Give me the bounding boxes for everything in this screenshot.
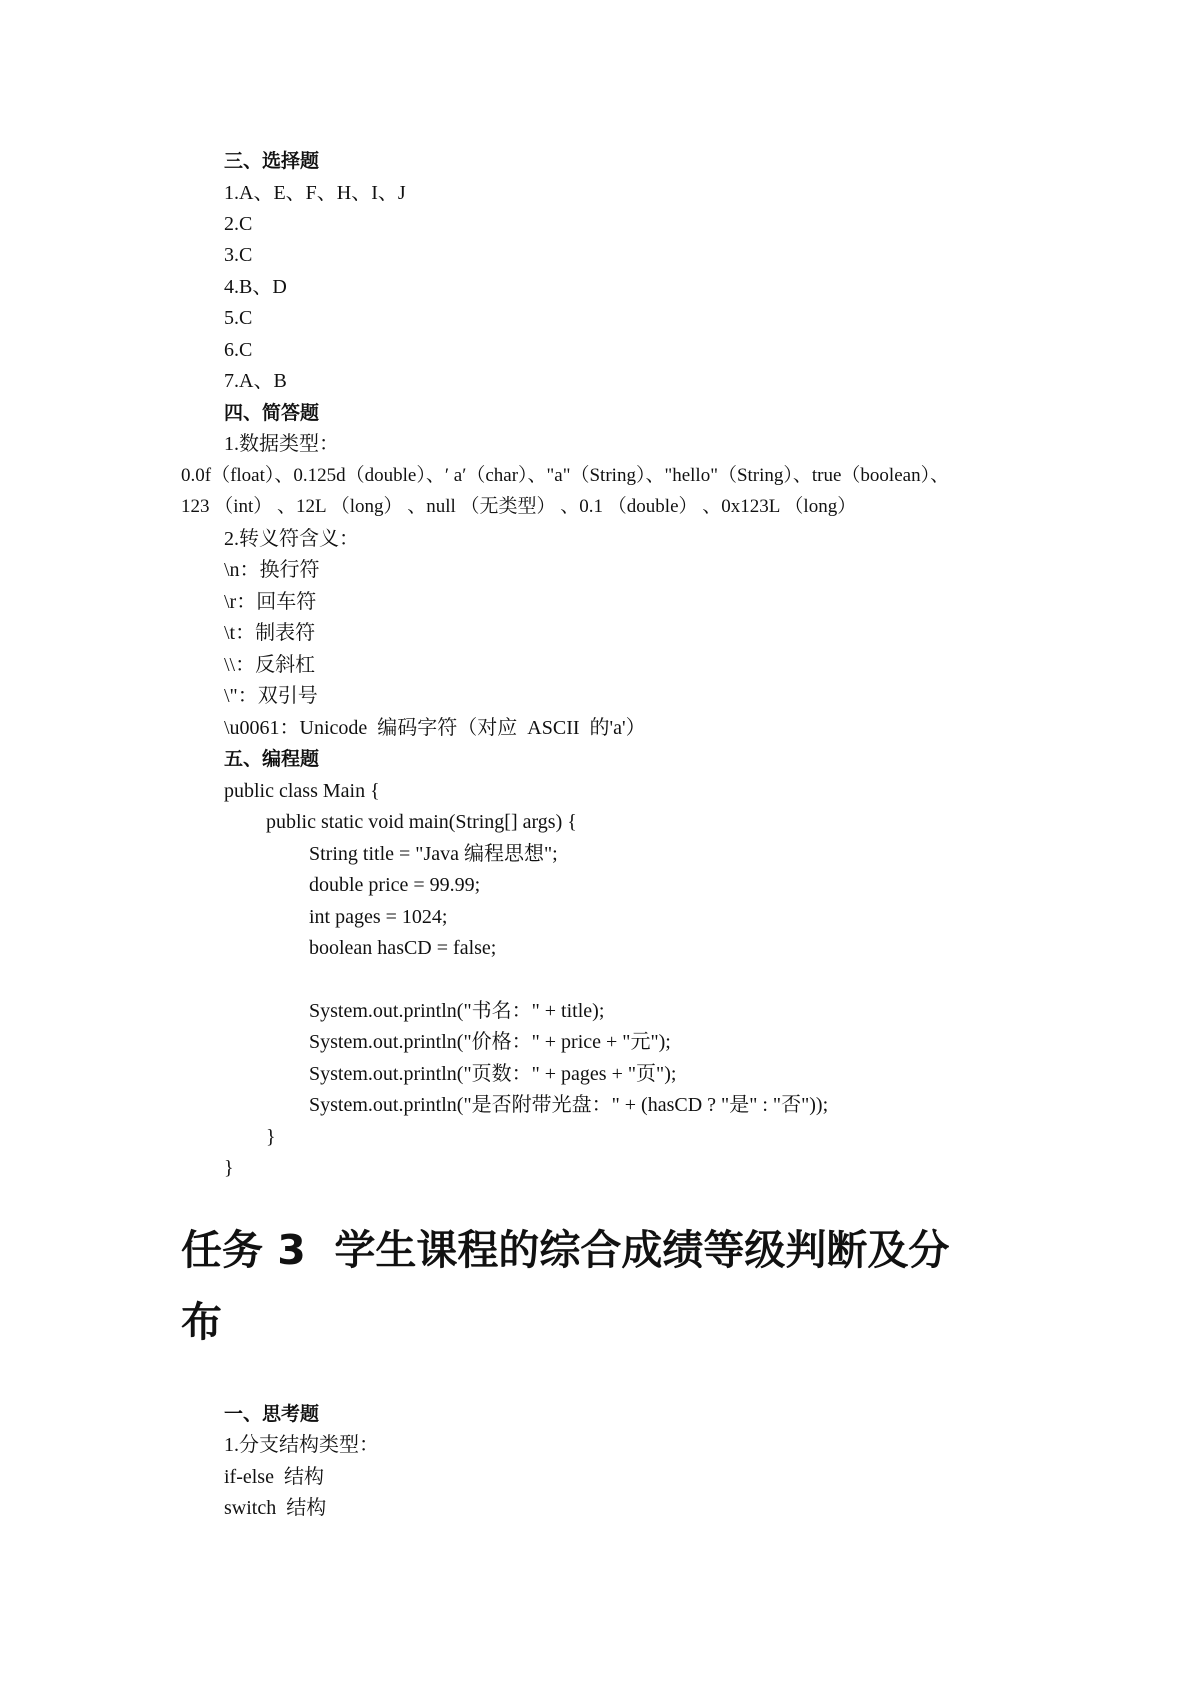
code-line: System.out.println("书名：" + title); <box>309 1000 605 1022</box>
section-heading-multiple-choice: 三、选择题 <box>224 150 320 172</box>
answer-line: 4.B、D <box>224 276 287 298</box>
branch-structure-item: switch 结构 <box>224 1497 327 1519</box>
section-heading-thinking: 一、思考题 <box>224 1403 320 1425</box>
task-title: 布 <box>181 1298 222 1346</box>
code-line: } <box>266 1126 276 1148</box>
question-title: 1.分支结构类型： <box>224 1434 379 1456</box>
code-line: boolean hasCD = false; <box>309 937 497 959</box>
code-line: System.out.println("价格：" + price + "元"); <box>309 1031 671 1053</box>
data-types-line: 123 （int） 、12L （long） 、null （无类型） 、0.1 （double） 、0x123L （long） <box>181 496 857 517</box>
section-heading-programming: 五、编程题 <box>224 748 320 770</box>
branch-structure-item: if-else 结构 <box>224 1466 324 1488</box>
code-line: } <box>224 1157 234 1179</box>
task-title: 任务 3 学生课程的综合成绩等级判断及分 <box>181 1226 950 1274</box>
escape-line: \\：反斜杠 <box>224 654 316 676</box>
answer-line: 6.C <box>224 339 253 361</box>
question-title: 1.数据类型： <box>224 433 339 455</box>
escape-line: \r：回车符 <box>224 591 317 613</box>
answer-line: 1.A、E、F、H、I、J <box>224 182 406 204</box>
answer-line: 5.C <box>224 307 253 329</box>
escape-line: \n：换行符 <box>224 559 320 581</box>
code-line: System.out.println("页数：" + pages + "页"); <box>309 1063 677 1085</box>
code-line: double price = 99.99; <box>309 874 481 896</box>
code-line: System.out.println("是否附带光盘：" + (hasCD ? "是" : "否")); <box>309 1094 829 1116</box>
code-line: String title = "Java 编程思想"; <box>309 843 558 865</box>
section-heading-short-answer: 四、简答题 <box>224 402 320 424</box>
escape-line: \u0061：Unicode 编码字符（对应 ASCII 的'a'） <box>224 717 646 739</box>
code-line: public static void main(String[] args) { <box>266 811 577 833</box>
answer-line: 7.A、B <box>224 370 287 392</box>
question-title: 2.转义符含义： <box>224 528 359 550</box>
escape-line: \"：双引号 <box>224 685 318 707</box>
escape-line: \t：制表符 <box>224 622 316 644</box>
answer-line: 3.C <box>224 244 253 266</box>
answer-line: 2.C <box>224 213 253 235</box>
data-types-line: 0.0f（float）、0.125d（double）、′ a′（char）、"a"（String）、"hello"（String）、true（boolean）、 <box>181 465 950 486</box>
code-line: int pages = 1024; <box>309 906 448 928</box>
code-line: public class Main { <box>224 780 380 802</box>
